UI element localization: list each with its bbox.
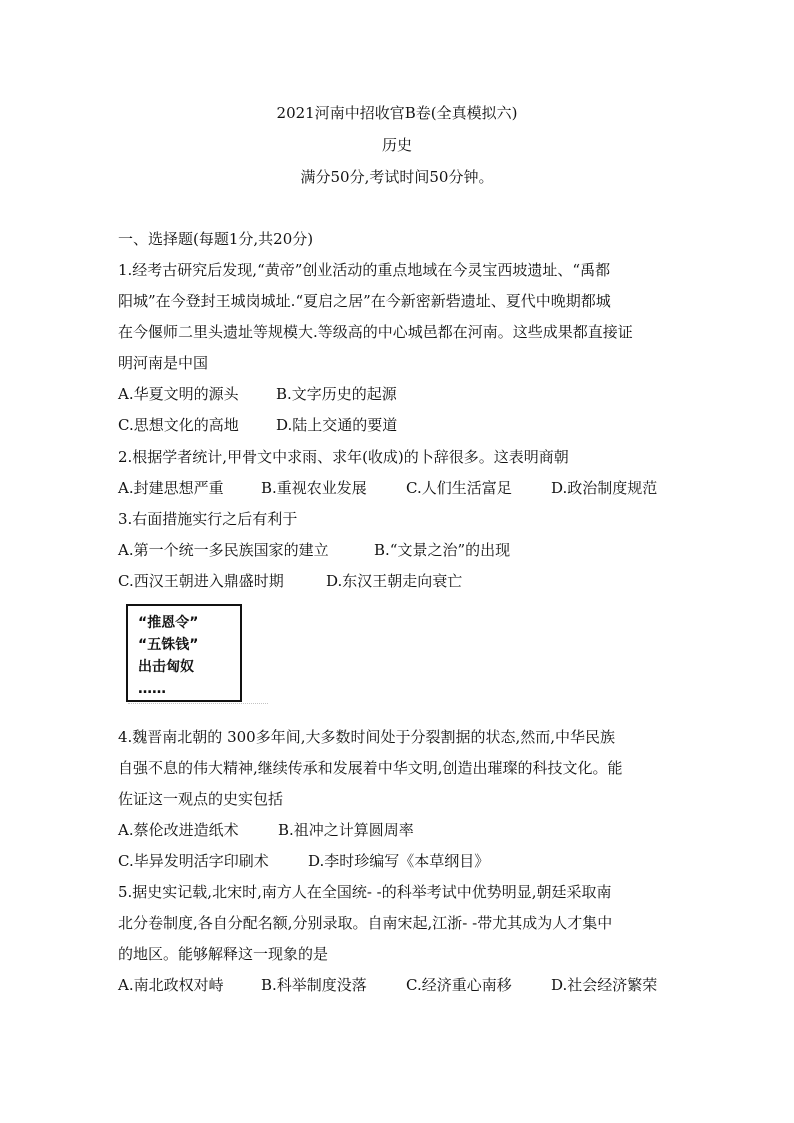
question-1-option-d: D.陆上交通的要道 bbox=[276, 416, 398, 434]
exam-title: 2021河南中招收官B卷(全真模拟六) bbox=[276, 104, 518, 122]
question-3-line-1: 3.右面措施实行之后有利于 bbox=[118, 510, 298, 528]
question-2-options-row bbox=[118, 477, 657, 498]
question-4-options-row-1 bbox=[118, 819, 414, 840]
question-4-option-a: A.蔡伦改进造纸术 bbox=[118, 821, 239, 839]
section-heading: 一、选择题(每题1分,共20分) bbox=[118, 230, 314, 248]
figure-caption-remnant bbox=[128, 703, 268, 708]
question-5-option-b: B.科举制度没落 bbox=[261, 976, 367, 994]
question-3-option-c: C.西汉王朝进入鼎盛时期 bbox=[118, 572, 284, 590]
question-5-options-row bbox=[118, 974, 657, 995]
question-3-options-row-2 bbox=[118, 570, 462, 591]
question-5-option-a: A.南北政权对峙 bbox=[118, 976, 224, 994]
question-1-option-a: A.华夏文明的源头 bbox=[118, 385, 239, 403]
question-5-line-2: 北分卷制度,各自分配名额,分别录取。自南宋起,江浙- -带尤其成为人才集中 bbox=[118, 914, 613, 932]
exam-info: 满分50分,考试时间50分钟。 bbox=[300, 168, 494, 186]
question-1-line-2: 阳城”在今登封王城岗城址.“夏启之居”在今新密新砦遗址、夏代中晚期都城 bbox=[118, 292, 611, 310]
question-1-option-b: B.文字历史的起源 bbox=[276, 385, 397, 403]
subject-label: 历史 bbox=[381, 136, 412, 154]
question-4-option-b: B.祖冲之计算圆周率 bbox=[278, 821, 414, 839]
figure-line-2: “五铢钱” bbox=[138, 637, 199, 653]
question-4-option-c: C.毕异发明活字印刷术 bbox=[118, 852, 269, 870]
question-4-line-2: 自强不息的伟大精神,继续传承和发展着中华文明,创造出璀璨的科技文化。能 bbox=[118, 759, 623, 777]
question-4-line-3: 佐证这一观点的史实包括 bbox=[118, 790, 284, 808]
question-1-line-3: 在今偃师二里头遗址等规模大.等级高的中心城邑都在河南。这些成果都直接证 bbox=[118, 323, 633, 341]
question-2-option-b: B.重视农业发展 bbox=[261, 479, 367, 497]
question-4-line-1: 4.魏晋南北朝的 300多年间,大多数时间处于分裂割据的状态,然而,中华民族 bbox=[118, 728, 616, 746]
question-5-option-c: C.经济重心南移 bbox=[406, 976, 512, 994]
question-3-figure-box bbox=[126, 604, 242, 702]
figure-line-3: 出击匈奴 bbox=[138, 659, 194, 675]
question-1-line-4: 明河南是中国 bbox=[118, 354, 209, 372]
question-3-option-b: B.“文景之治”的出现 bbox=[374, 541, 511, 559]
question-2-line-1: 2.根据学者统计,甲骨文中求雨、求年(收成)的卜辞很多。这表明商朝 bbox=[118, 448, 569, 466]
question-4-option-d: D.李时珍编写《本草纲目》 bbox=[308, 852, 490, 870]
question-2-option-c: C.人们生活富足 bbox=[406, 479, 512, 497]
question-1-options-row-2 bbox=[118, 414, 397, 435]
question-3-option-a: A.第一个统一多民族国家的建立 bbox=[118, 541, 329, 559]
question-1-option-c: C.思想文化的高地 bbox=[118, 416, 239, 434]
question-3-option-d: D.东汉王朝走向衰亡 bbox=[326, 572, 463, 590]
question-4-options-row-2 bbox=[118, 850, 489, 871]
question-3-options-row-1 bbox=[118, 539, 510, 560]
figure-line-1: “推恩令” bbox=[138, 615, 199, 631]
question-5-line-1: 5.据史实记载,北宋时,南方人在全国统- -的科举考试中优势明显,朝廷采取南 bbox=[118, 883, 612, 901]
question-1-line-1: 1.经考古研究后发现,“黄帝”创业活动的重点地域在今灵宝西坡遗址、“禹都 bbox=[118, 261, 611, 279]
question-1-options-row-1 bbox=[118, 383, 397, 404]
question-5-option-d: D.社会经济繁荣 bbox=[551, 976, 658, 994]
question-2-option-d: D.政治制度规范 bbox=[551, 479, 658, 497]
figure-line-4: …… bbox=[138, 681, 166, 697]
question-2-option-a: A.封建思想严重 bbox=[118, 479, 224, 497]
question-5-line-3: 的地区。能够解释这一现象的是 bbox=[118, 945, 329, 963]
